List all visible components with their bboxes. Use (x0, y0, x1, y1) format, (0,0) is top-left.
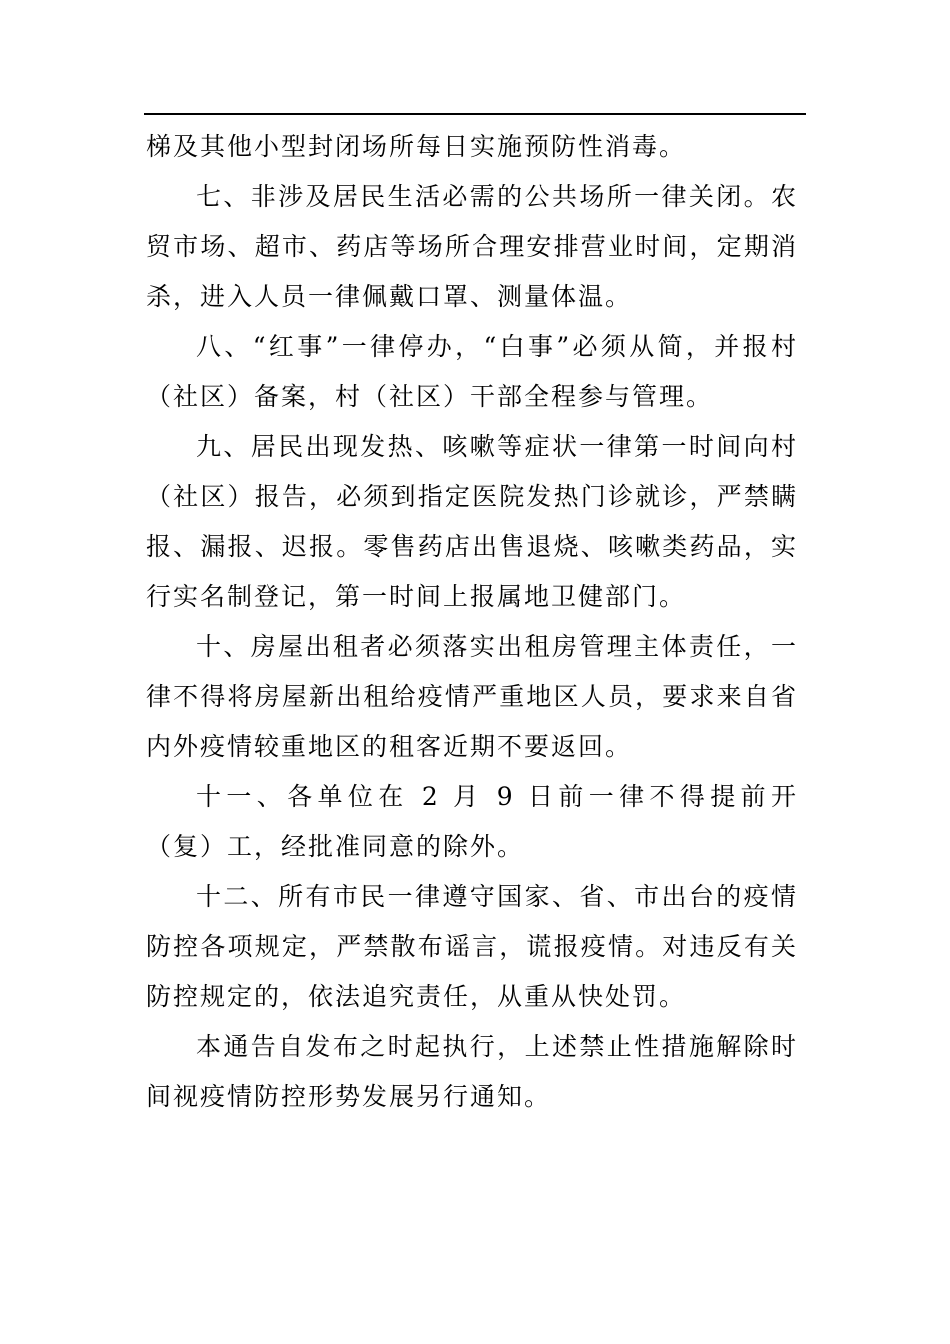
paragraph-item-8: 八、“红事”一律停办，“白事”必须从简，并报村（社区）备案，村（社区）干部全程参与管理。 (146, 332, 798, 411)
header-rule (144, 113, 806, 115)
paragraph-item-10: 十、房屋出租者必须落实出租房管理主体责任，一律不得将房屋新出租给疫情严重地区人员，要求来自省内外疫情较重地区的租客近期不要返回。 (146, 632, 798, 761)
paragraph-item-12: 十二、所有市民一律遵守国家、省、市出台的疫情防控各项规定，严禁散布谣言，谎报疫情。对违反有关防控规定的，依法追究责任，从重从快处罚。 (146, 882, 798, 1011)
paragraph-item-9: 九、居民出现发热、咳嗽等症状一律第一时间向村（社区）报告，必须到指定医院发热门诊就诊，严禁瞒报、漏报、迟报。零售药店出售退烧、咳嗽类药品，实行实名制登记，第一时间上报属地卫健部门。 (146, 432, 798, 611)
paragraph-continuation: 梯及其他小型封闭场所每日实施预防性消毒。 (146, 132, 687, 161)
paragraph-item-11: 十一、各单位在 2 月 9 日前一律不得提前开（复）工，经批准同意的除外。 (146, 782, 798, 861)
document-body (146, 122, 798, 1122)
paragraph-item-7: 七、非涉及居民生活必需的公共场所一律关闭。农贸市场、超市、药店等场所合理安排营业时间，定期消杀，进入人员一律佩戴口罩、测量体温。 (146, 182, 798, 311)
paragraph-closing: 本通告自发布之时起执行，上述禁止性措施解除时间视疫情防控形势发展另行通知。 (146, 1032, 798, 1111)
